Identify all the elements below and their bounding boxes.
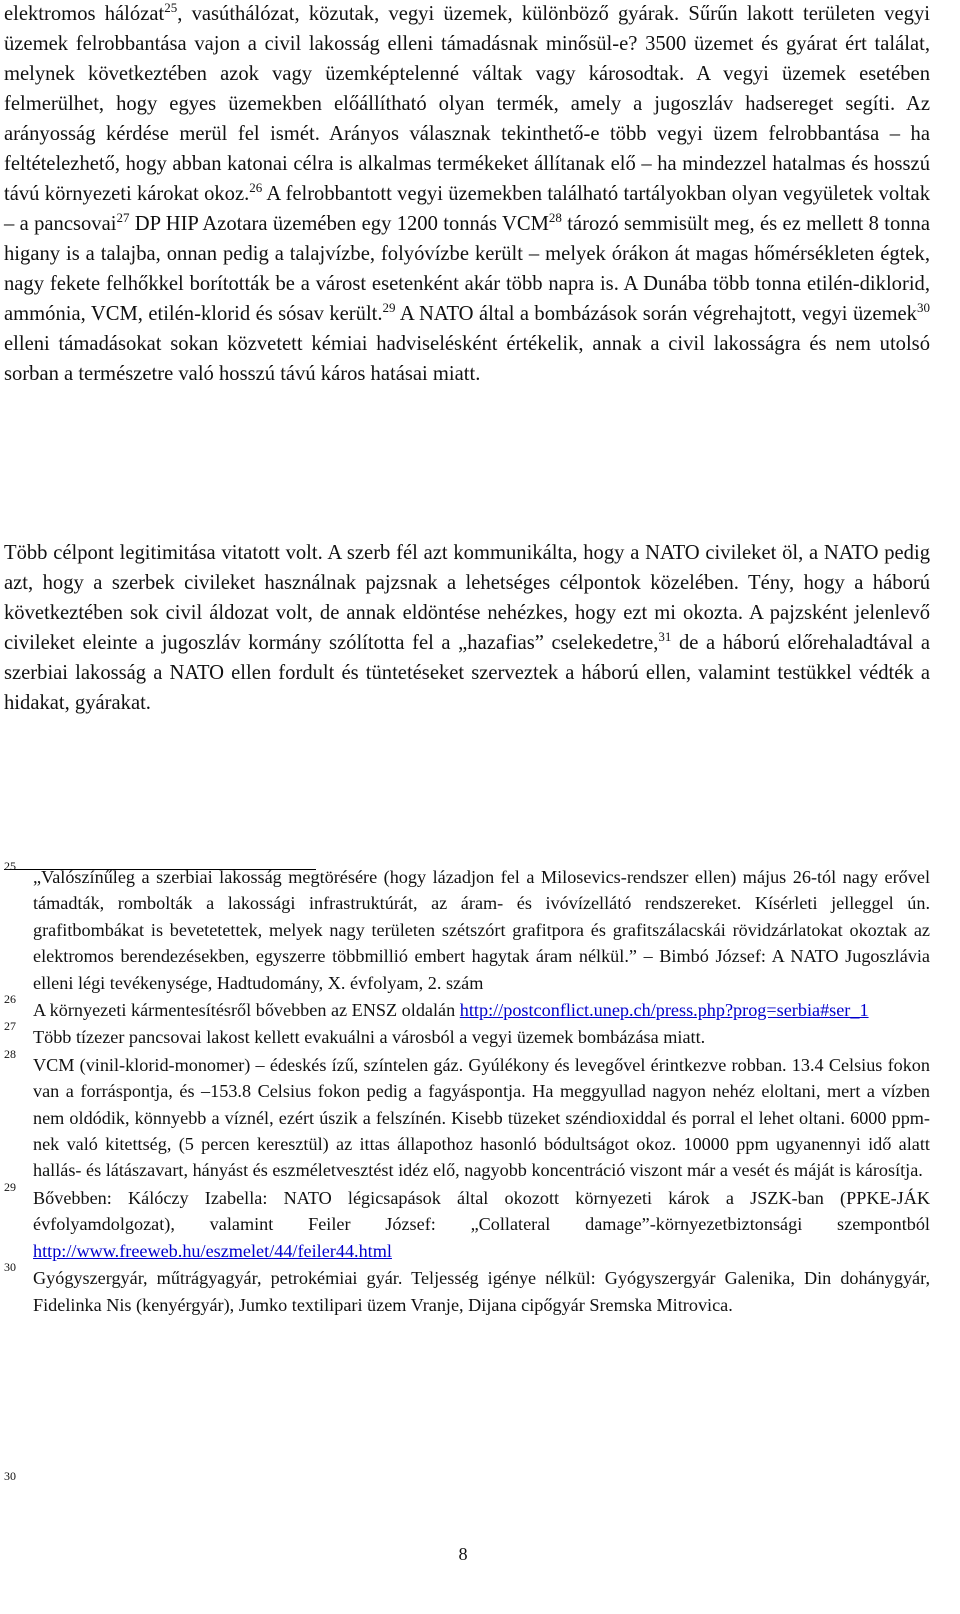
text-run: tározó semmisült meg, és ez mellett 8 tonna higany is a talajba, onnan pedig a talajvízbe, folyóvízbe került – melyek órákon át magas hőmérsékleten égtek, nagy fekete felhőkkel borították be a várost esetenként akár több napra is. A Dunába több tonna etilén-diklorid, ammónia, VCM, etilén-klorid és sósav került. [4,213,930,325]
footnote-number: 27 [4,1019,16,1034]
feiler-link[interactable]: http://www.freeweb.hu/eszmelet/44/feiler44.html [33,1240,392,1261]
footnote-26 [4,992,930,1023]
footnote-ref-29[interactable]: 29 [382,300,396,316]
footnote-30 [4,1260,930,1318]
unep-link[interactable]: http://postconflict.unep.ch/press.php?prog=serbia#ser_1 [459,1000,869,1021]
footnote-ref-27[interactable]: 27 [116,210,130,226]
footnote-number: 28 [4,1046,16,1061]
footnote-ref-25[interactable]: 25 [164,0,178,16]
body-paragraph-2 [4,538,930,718]
text-run: elektromos hálózat [4,3,165,25]
footnote-number: 30 [4,1260,16,1275]
text-run: elleni támadásokat sokan közvetett kémiai hadviselésként értékelik, annak a civil lakosságra és nem utolsó sorban a természetre való hosszú távú káros hatásai miatt. [4,333,930,385]
footnote-25 [4,859,930,996]
footnote-ref-28[interactable]: 28 [548,210,562,226]
footnote-number: 25 [4,859,16,873]
footnote-text: „Valószínűleg a szerbiai lakosság megtörésére (hogy lázadjon fel a Milosevics-rendszer ellen) május 26-tól nagy erővel támadták, rombolták a lakossági infrastruktúrát, az áram- és ivóvízellátó rendszereket. Kísérleti jelleggel ún. grafitbombákat is bevetetettek, melyek nagy területen szétszórt grafitpora és grafitszálacskái rövidzárlatokat okoztak az elektromos berendezésekben, egyszerre többmillió embert hagytak áram nélkül.” – Bimbó József: A NATO Jugoszlávia elleni légi tevékenysége, Hadtudomány, X. évfolyam, 2. szám [33,867,930,993]
footnote-ref-26[interactable]: 26 [249,180,263,196]
footnote-text: A környezeti kármentesítésről bővebben az ENSZ oldalán [33,1000,460,1021]
footnote-27 [4,1019,930,1050]
footnotes-section [4,859,930,1318]
footnote-number: 26 [4,992,16,1007]
footnote-text: Gyógyszergyár, műtrágyagyár, petrokémiai gyár. Teljesség igénye nélkül: Gyógyszergyár Galenika, Din dohánygyár, Fidelinka Nis (kenyérgyár), Jumko textilipari üzem Vranje, Dijana cipőgyár Sremska Mitrovica. [33,1268,930,1315]
footnote-number: 29 [4,1179,16,1194]
text-run: A NATO által a bombázások során végrehajtott, vegyi üzemek [395,303,917,325]
footnote-29 [4,1179,930,1264]
footnote-28 [4,1046,930,1184]
text-run: , vasúthálózat, közutak, vegyi üzemek, különböző gyárak. Sűrűn lakott területen vegyi üzemek felrobbantása vajon a civil lakosság elleni támadásnak minősül-e? 3500 üzemet és gyárat ért találat, melynek következtében azok vagy üzemképtelenné váltak vagy károsodtak. A vegyi üzemek esetében felmerülhet, hogy egyes üzemekben előállítható olyan termék, amely a jugoszláv hadsereget segíti. Az arányosság kérdése merül fel ismét. Arányos válasznak tekinthető-e több vegyi üzem felrobbantása – ha feltételezhető, hogy abban katonai célra is alkalmas termékeket állítanak elő – ha mindezzel hatalmas és hosszú távú környezeti károkat okoz. [4,3,930,205]
page-number: 8 [458,1544,468,1564]
footnote-ref-31[interactable]: 31 [658,629,672,645]
body-paragraph-1 [4,0,930,389]
footnote-ref-30[interactable]: 30 [916,300,930,316]
footnote-text: VCM (vinil-klorid-monomer) – édeskés ízű, színtelen gáz. Gyúlékony és levegővel érintkezve robban. 13.4 Celsius fokon van a forráspontja, és –153.8 Celsius fokon pedig a fagyáspontja. Ha meggyullad nagyon nehéz eloltani, mert a vízben nem oldódik, könnyebb a víznél, ezért úszik a felszínén. Kisebb tüzeket széndioxiddal és porral el lehet oltani. 6000 ppm-nek való kitettség, (5 percen keresztül) az ittas állapothoz hasonló bódultságot okoz. 10000 ppm ugyanennyi idő alatt hallás- és látászavart, hányást és eszméletvesztést idéz elő, nagyobb koncentráció viszont már a vesét és máját is károsítja. [33,1054,930,1181]
stray-footnote-number: 30 [4,1469,16,1483]
footnote-text: Bővebben: Kálóczy Izabella: NATO légicsapások által okozott környezeti károk a JSZK-ban (PPKE-JÁK évfolyamdolgozat), valamint Feiler József: „Collateral damage”-környezetbiztonsági szempontból [33,1187,930,1235]
text-run: A felrobbantott vegyi üzemekben található tartályokban olyan vegyületek voltak – a pancsovai [4,183,930,235]
footnote-text: Több tízezer pancsovai lakost kellett evakuálni a városból a vegyi üzemek bombázása miatt. [33,1027,706,1048]
text-run: de a háború előrehaladtával a szerbiai lakosság a NATO ellen fordult és tüntetéseket szerveztek a háború ellen, valamint testükkel védték a hidakat, gyárakat. [4,632,931,714]
text-run: Több célpont legitimitása vitatott volt. A szerb fél azt kommunikálta, hogy a NATO civileket öl, a NATO pedig azt, hogy a szerbek civileket használnak pajzsnak a lehetséges célpontok közelében. Tény, hogy a háború következtében sok civil áldozat volt, de annak eldöntése nehézkes, hogy ezt mi okozta. A pajzsként jelenlevő civileket eleinte a jugoszláv kormány szólította fel a „hazafias” cselekedetre, [4,542,930,654]
text-run: DP HIP Azotara üzemében egy 1200 tonnás VCM [129,213,549,235]
